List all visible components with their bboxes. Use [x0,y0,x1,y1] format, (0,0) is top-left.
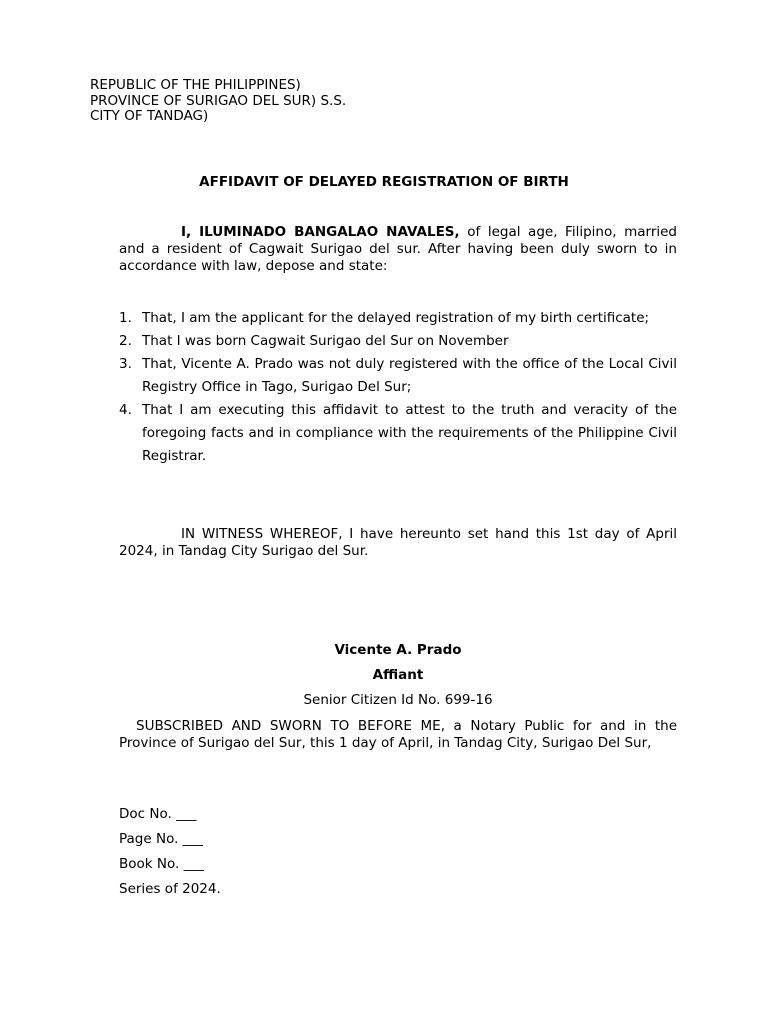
list-item-number: 3. [119,356,132,372]
intro-text: of legal age, Filipino, married and a resident of Cagwait Surigao del sur. After having been duly sworn to in accordance with law, depose and state: [119,224,677,274]
list-item-number: 1. [119,310,132,326]
list-item-text: That, Vicente A. Prado was not duly registered with the office of the Local Civil Registry Office in Tago, Surigao Del Sur; [142,356,677,395]
list-item-text: That I was born Cagwait Surigao del Sur on November [142,333,509,349]
doc-number: Doc No. ___ [119,806,197,822]
affiant-label: Affiant [372,667,424,683]
venue-header [90,78,346,125]
header-city: CITY OF TANDAG) [90,108,209,124]
intro-paragraph [119,224,677,275]
list-item-number: 2. [119,333,132,349]
witness-paragraph: IN WITNESS WHEREOF, I have hereunto set hand this 1st day of April 2024, in Tandag City Surigao del Sur. [119,526,677,559]
statement-list [119,307,677,468]
document-title: AFFIDAVIT OF DELAYED REGISTRATION OF BIRTH [199,174,569,190]
header-republic: REPUBLIC OF THE PHILIPPINES) [90,77,301,93]
list-item-text: That I am executing this affidavit to attest to the truth and veracity of the foregoing facts and in compliance with the requirements of the Philippine Civil Registrar. [142,402,677,464]
senior-citizen-id: Senior Citizen Id No. 699-16 [303,692,493,708]
notarial-register [119,802,221,902]
list-item [119,353,677,399]
affiant-name: Vicente A. Prado [334,642,462,658]
list-item-number: 4. [119,402,132,418]
list-item [119,399,677,468]
page-number: Page No. ___ [119,831,203,847]
book-number: Book No. ___ [119,856,204,872]
list-item [119,330,677,353]
list-item-text: That, I am the applicant for the delayed registration of my birth certificate; [142,310,650,326]
affiant-full-name: I, ILUMINADO BANGALAO NAVALES, [181,224,460,240]
jurat-paragraph: SUBSCRIBED AND SWORN TO BEFORE ME, a Notary Public for and in the Province of Surigao del Sur, this 1 day of April, in Tandag City, Surigao Del Sur, [119,718,677,751]
list-item [119,307,677,330]
series-year: Series of 2024. [119,881,221,897]
header-province: PROVINCE OF SURIGAO DEL SUR) S.S. [90,92,347,109]
